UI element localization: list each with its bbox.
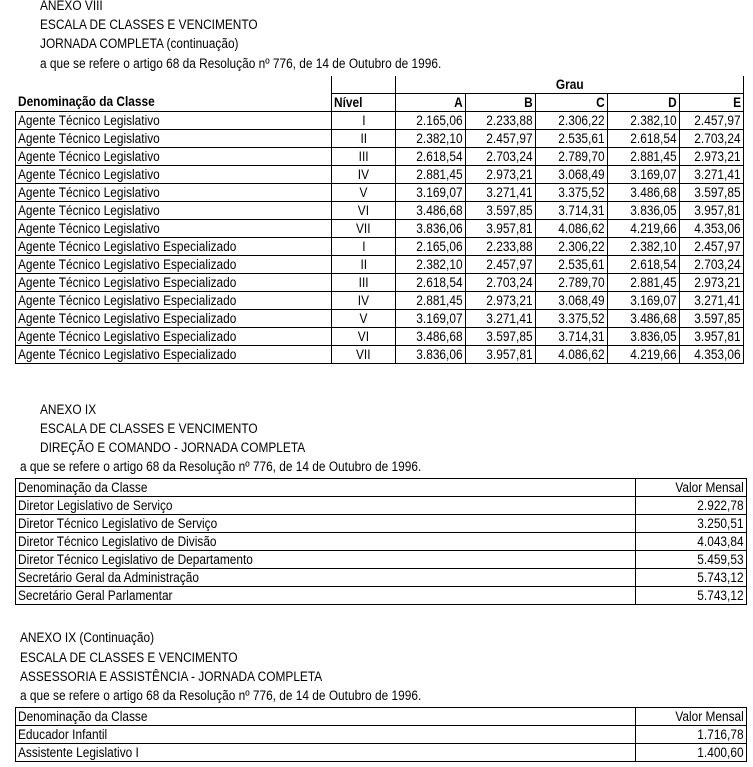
salary-cell: 2.703,24 xyxy=(466,274,536,292)
column-header: Nível xyxy=(332,94,396,112)
level-cell: VII xyxy=(332,220,396,238)
salary-cell: 3.597,85 xyxy=(466,328,536,346)
annex9c-subtitle-2: ASSESSORIA E ASSISTÊNCIA - JORNADA COMPLETA xyxy=(20,669,323,684)
level-cell: I xyxy=(332,112,396,130)
class-name-cell: Agente Técnico Legislativo xyxy=(16,184,332,202)
salary-cell: 2.973,21 xyxy=(466,292,536,310)
table-row xyxy=(16,184,744,202)
salary-cell: 2.703,24 xyxy=(680,256,744,274)
annex9c-title: ANEXO IX (Continuação) xyxy=(20,630,155,645)
annex9c-reference: a que se refere o artigo 68 da Resolução nº 776, de 14 de Outubro de 1996. xyxy=(20,688,422,703)
class-name-cell: Agente Técnico Legislativo Especializado xyxy=(16,292,332,310)
annex9-header-row xyxy=(16,479,747,497)
salary-cell: 2.881,45 xyxy=(396,292,466,310)
salary-cell: 3.375,52 xyxy=(536,310,608,328)
table-row xyxy=(16,533,747,551)
salary-cell: 2.306,22 xyxy=(536,238,608,256)
salary-cell: 2.973,21 xyxy=(680,274,744,292)
annex8-subtitle-2: JORNADA COMPLETA (continuação) xyxy=(40,36,239,51)
salary-cell: 3.714,31 xyxy=(536,328,608,346)
salary-cell: 3.486,68 xyxy=(608,310,680,328)
salary-cell: 2.881,45 xyxy=(608,148,680,166)
monthly-value-cell: 3.250,51 xyxy=(636,515,747,533)
salary-cell: 2.535,61 xyxy=(536,256,608,274)
class-name-cell: Agente Técnico Legislativo xyxy=(16,202,332,220)
level-cell: II xyxy=(332,130,396,148)
salary-cell: 3.486,68 xyxy=(608,184,680,202)
class-name-cell: Agente Técnico Legislativo xyxy=(16,148,332,166)
salary-cell: 3.597,85 xyxy=(680,310,744,328)
table-row xyxy=(16,328,744,346)
salary-cell: 3.836,05 xyxy=(608,328,680,346)
class-name-cell: Diretor Legislativo de Serviço xyxy=(16,497,636,515)
salary-cell: 2.618,54 xyxy=(608,256,680,274)
salary-cell: 2.382,10 xyxy=(396,256,466,274)
annex9-subtitle-2: DIREÇÃO E COMANDO - JORNADA COMPLETA xyxy=(40,440,306,455)
class-name-cell: Agente Técnico Legislativo Especializado xyxy=(16,274,332,292)
salary-cell: 4.219,66 xyxy=(608,346,680,364)
table-row xyxy=(16,130,744,148)
table-row xyxy=(16,220,744,238)
salary-cell: 3.836,06 xyxy=(396,346,466,364)
column-header: A xyxy=(396,94,466,112)
salary-cell: 2.165,06 xyxy=(396,112,466,130)
annex9c-table xyxy=(15,707,747,762)
column-header: Denominação da Classe xyxy=(16,94,332,112)
table-row xyxy=(16,310,744,328)
annex9-reference: a que se refere o artigo 68 da Resolução nº 776, de 14 de Outubro de 1996. xyxy=(20,459,422,474)
annex8-table xyxy=(15,76,744,364)
salary-cell: 3.957,81 xyxy=(680,202,744,220)
column-header: E xyxy=(680,94,744,112)
salary-cell: 4.219,66 xyxy=(608,220,680,238)
salary-cell: 2.789,70 xyxy=(536,148,608,166)
salary-cell: 3.597,85 xyxy=(466,202,536,220)
salary-cell: 3.271,41 xyxy=(680,292,744,310)
column-header: Denominação da Classe xyxy=(16,479,636,497)
salary-cell: 3.169,07 xyxy=(396,310,466,328)
class-name-cell: Educador Infantil xyxy=(16,726,636,744)
salary-cell: 3.375,52 xyxy=(536,184,608,202)
monthly-value-cell: 2.922,78 xyxy=(636,497,747,515)
salary-cell: 2.535,61 xyxy=(536,130,608,148)
class-name-cell: Agente Técnico Legislativo xyxy=(16,220,332,238)
monthly-value-cell: 5.743,12 xyxy=(636,587,747,605)
table-row xyxy=(16,515,747,533)
salary-cell: 3.169,07 xyxy=(608,166,680,184)
grau-header: Grau xyxy=(396,76,744,94)
monthly-value-cell: 1.400,60 xyxy=(636,744,747,762)
salary-cell: 2.618,54 xyxy=(396,274,466,292)
level-cell: III xyxy=(332,148,396,166)
salary-cell: 4.086,62 xyxy=(536,346,608,364)
class-name-cell: Agente Técnico Legislativo Especializado xyxy=(16,346,332,364)
salary-cell: 3.714,31 xyxy=(536,202,608,220)
table-row xyxy=(16,112,744,130)
class-name-cell: Agente Técnico Legislativo Especializado xyxy=(16,310,332,328)
column-header: Valor Mensal xyxy=(636,708,747,726)
annex8-grau-row xyxy=(16,76,744,94)
table-row xyxy=(16,256,744,274)
level-cell: V xyxy=(332,310,396,328)
salary-cell: 2.703,24 xyxy=(680,130,744,148)
annex8-header-row xyxy=(16,94,744,112)
level-cell: II xyxy=(332,256,396,274)
salary-cell: 3.836,06 xyxy=(396,220,466,238)
salary-cell: 3.486,68 xyxy=(396,328,466,346)
salary-cell: 3.271,41 xyxy=(680,166,744,184)
salary-cell: 3.068,49 xyxy=(536,166,608,184)
salary-cell: 2.881,45 xyxy=(608,274,680,292)
level-cell: VI xyxy=(332,202,396,220)
level-cell: IV xyxy=(332,166,396,184)
table-row xyxy=(16,744,747,762)
level-cell: I xyxy=(332,238,396,256)
salary-cell: 2.382,10 xyxy=(608,112,680,130)
class-name-cell: Agente Técnico Legislativo xyxy=(16,112,332,130)
class-name-cell: Diretor Técnico Legislativo de Serviço xyxy=(16,515,636,533)
salary-cell: 3.486,68 xyxy=(396,202,466,220)
level-cell: VI xyxy=(332,328,396,346)
salary-cell: 2.457,97 xyxy=(466,130,536,148)
table-row xyxy=(16,292,744,310)
table-row xyxy=(16,148,744,166)
annex8-title: ANEXO VIII xyxy=(40,0,103,13)
table-row xyxy=(16,497,747,515)
salary-cell: 4.086,62 xyxy=(536,220,608,238)
salary-cell: 3.271,41 xyxy=(466,310,536,328)
annex9-table xyxy=(15,478,747,605)
salary-cell: 2.457,97 xyxy=(466,256,536,274)
salary-cell: 2.881,45 xyxy=(396,166,466,184)
class-name-cell: Agente Técnico Legislativo Especializado xyxy=(16,328,332,346)
class-name-cell: Agente Técnico Legislativo Especializado xyxy=(16,238,332,256)
salary-cell: 3.836,05 xyxy=(608,202,680,220)
monthly-value-cell: 1.716,78 xyxy=(636,726,747,744)
annex8-reference: a que se refere o artigo 68 da Resolução nº 776, de 14 de Outubro de 1996. xyxy=(40,56,442,71)
salary-cell: 3.068,49 xyxy=(536,292,608,310)
annex8-subtitle: ESCALA DE CLASSES E VENCIMENTO xyxy=(40,17,258,32)
annex9c-header-row xyxy=(16,708,747,726)
class-name-cell: Secretário Geral da Administração xyxy=(16,569,636,587)
salary-cell: 2.233,88 xyxy=(466,238,536,256)
table-row xyxy=(16,587,747,605)
salary-cell: 2.382,10 xyxy=(608,238,680,256)
salary-cell: 3.957,81 xyxy=(680,328,744,346)
salary-cell: 2.789,70 xyxy=(536,274,608,292)
class-name-cell: Agente Técnico Legislativo Especializado xyxy=(16,256,332,274)
column-header: D xyxy=(608,94,680,112)
class-name-cell: Assistente Legislativo I xyxy=(16,744,636,762)
table-row xyxy=(16,274,744,292)
table-row xyxy=(16,551,747,569)
level-cell: III xyxy=(332,274,396,292)
salary-cell: 3.271,41 xyxy=(466,184,536,202)
salary-cell: 4.353,06 xyxy=(680,346,744,364)
salary-cell: 3.957,81 xyxy=(466,346,536,364)
monthly-value-cell: 5.459,53 xyxy=(636,551,747,569)
class-name-cell: Diretor Técnico Legislativo de Divisão xyxy=(16,533,636,551)
class-name-cell: Secretário Geral Parlamentar xyxy=(16,587,636,605)
table-row xyxy=(16,238,744,256)
salary-cell: 3.597,85 xyxy=(680,184,744,202)
table-row xyxy=(16,726,747,744)
table-row xyxy=(16,346,744,364)
salary-cell: 2.306,22 xyxy=(536,112,608,130)
salary-cell: 3.169,07 xyxy=(608,292,680,310)
level-cell: IV xyxy=(332,292,396,310)
salary-cell: 2.973,21 xyxy=(466,166,536,184)
salary-cell: 2.233,88 xyxy=(466,112,536,130)
monthly-value-cell: 5.743,12 xyxy=(636,569,747,587)
salary-cell: 4.353,06 xyxy=(680,220,744,238)
monthly-value-cell: 4.043,84 xyxy=(636,533,747,551)
salary-cell: 2.382,10 xyxy=(396,130,466,148)
salary-cell: 2.165,06 xyxy=(396,238,466,256)
salary-cell: 2.703,24 xyxy=(466,148,536,166)
salary-cell: 2.618,54 xyxy=(608,130,680,148)
level-cell: V xyxy=(332,184,396,202)
salary-cell: 2.457,97 xyxy=(680,112,744,130)
salary-cell: 2.457,97 xyxy=(680,238,744,256)
salary-cell: 2.973,21 xyxy=(680,148,744,166)
class-name-cell: Diretor Técnico Legislativo de Departamento xyxy=(16,551,636,569)
table-row xyxy=(16,202,744,220)
level-cell: VII xyxy=(332,346,396,364)
column-header: B xyxy=(466,94,536,112)
table-row xyxy=(16,166,744,184)
column-header: Denominação da Classe xyxy=(16,708,636,726)
salary-cell: 3.957,81 xyxy=(466,220,536,238)
salary-cell: 2.618,54 xyxy=(396,148,466,166)
class-name-cell: Agente Técnico Legislativo xyxy=(16,130,332,148)
table-row xyxy=(16,569,747,587)
column-header: Valor Mensal xyxy=(636,479,747,497)
class-name-cell: Agente Técnico Legislativo xyxy=(16,166,332,184)
annex9-title: ANEXO IX xyxy=(40,402,97,417)
column-header: C xyxy=(536,94,608,112)
annex9c-subtitle: ESCALA DE CLASSES E VENCIMENTO xyxy=(20,650,238,665)
salary-cell: 3.169,07 xyxy=(396,184,466,202)
annex9-subtitle: ESCALA DE CLASSES E VENCIMENTO xyxy=(40,421,258,436)
